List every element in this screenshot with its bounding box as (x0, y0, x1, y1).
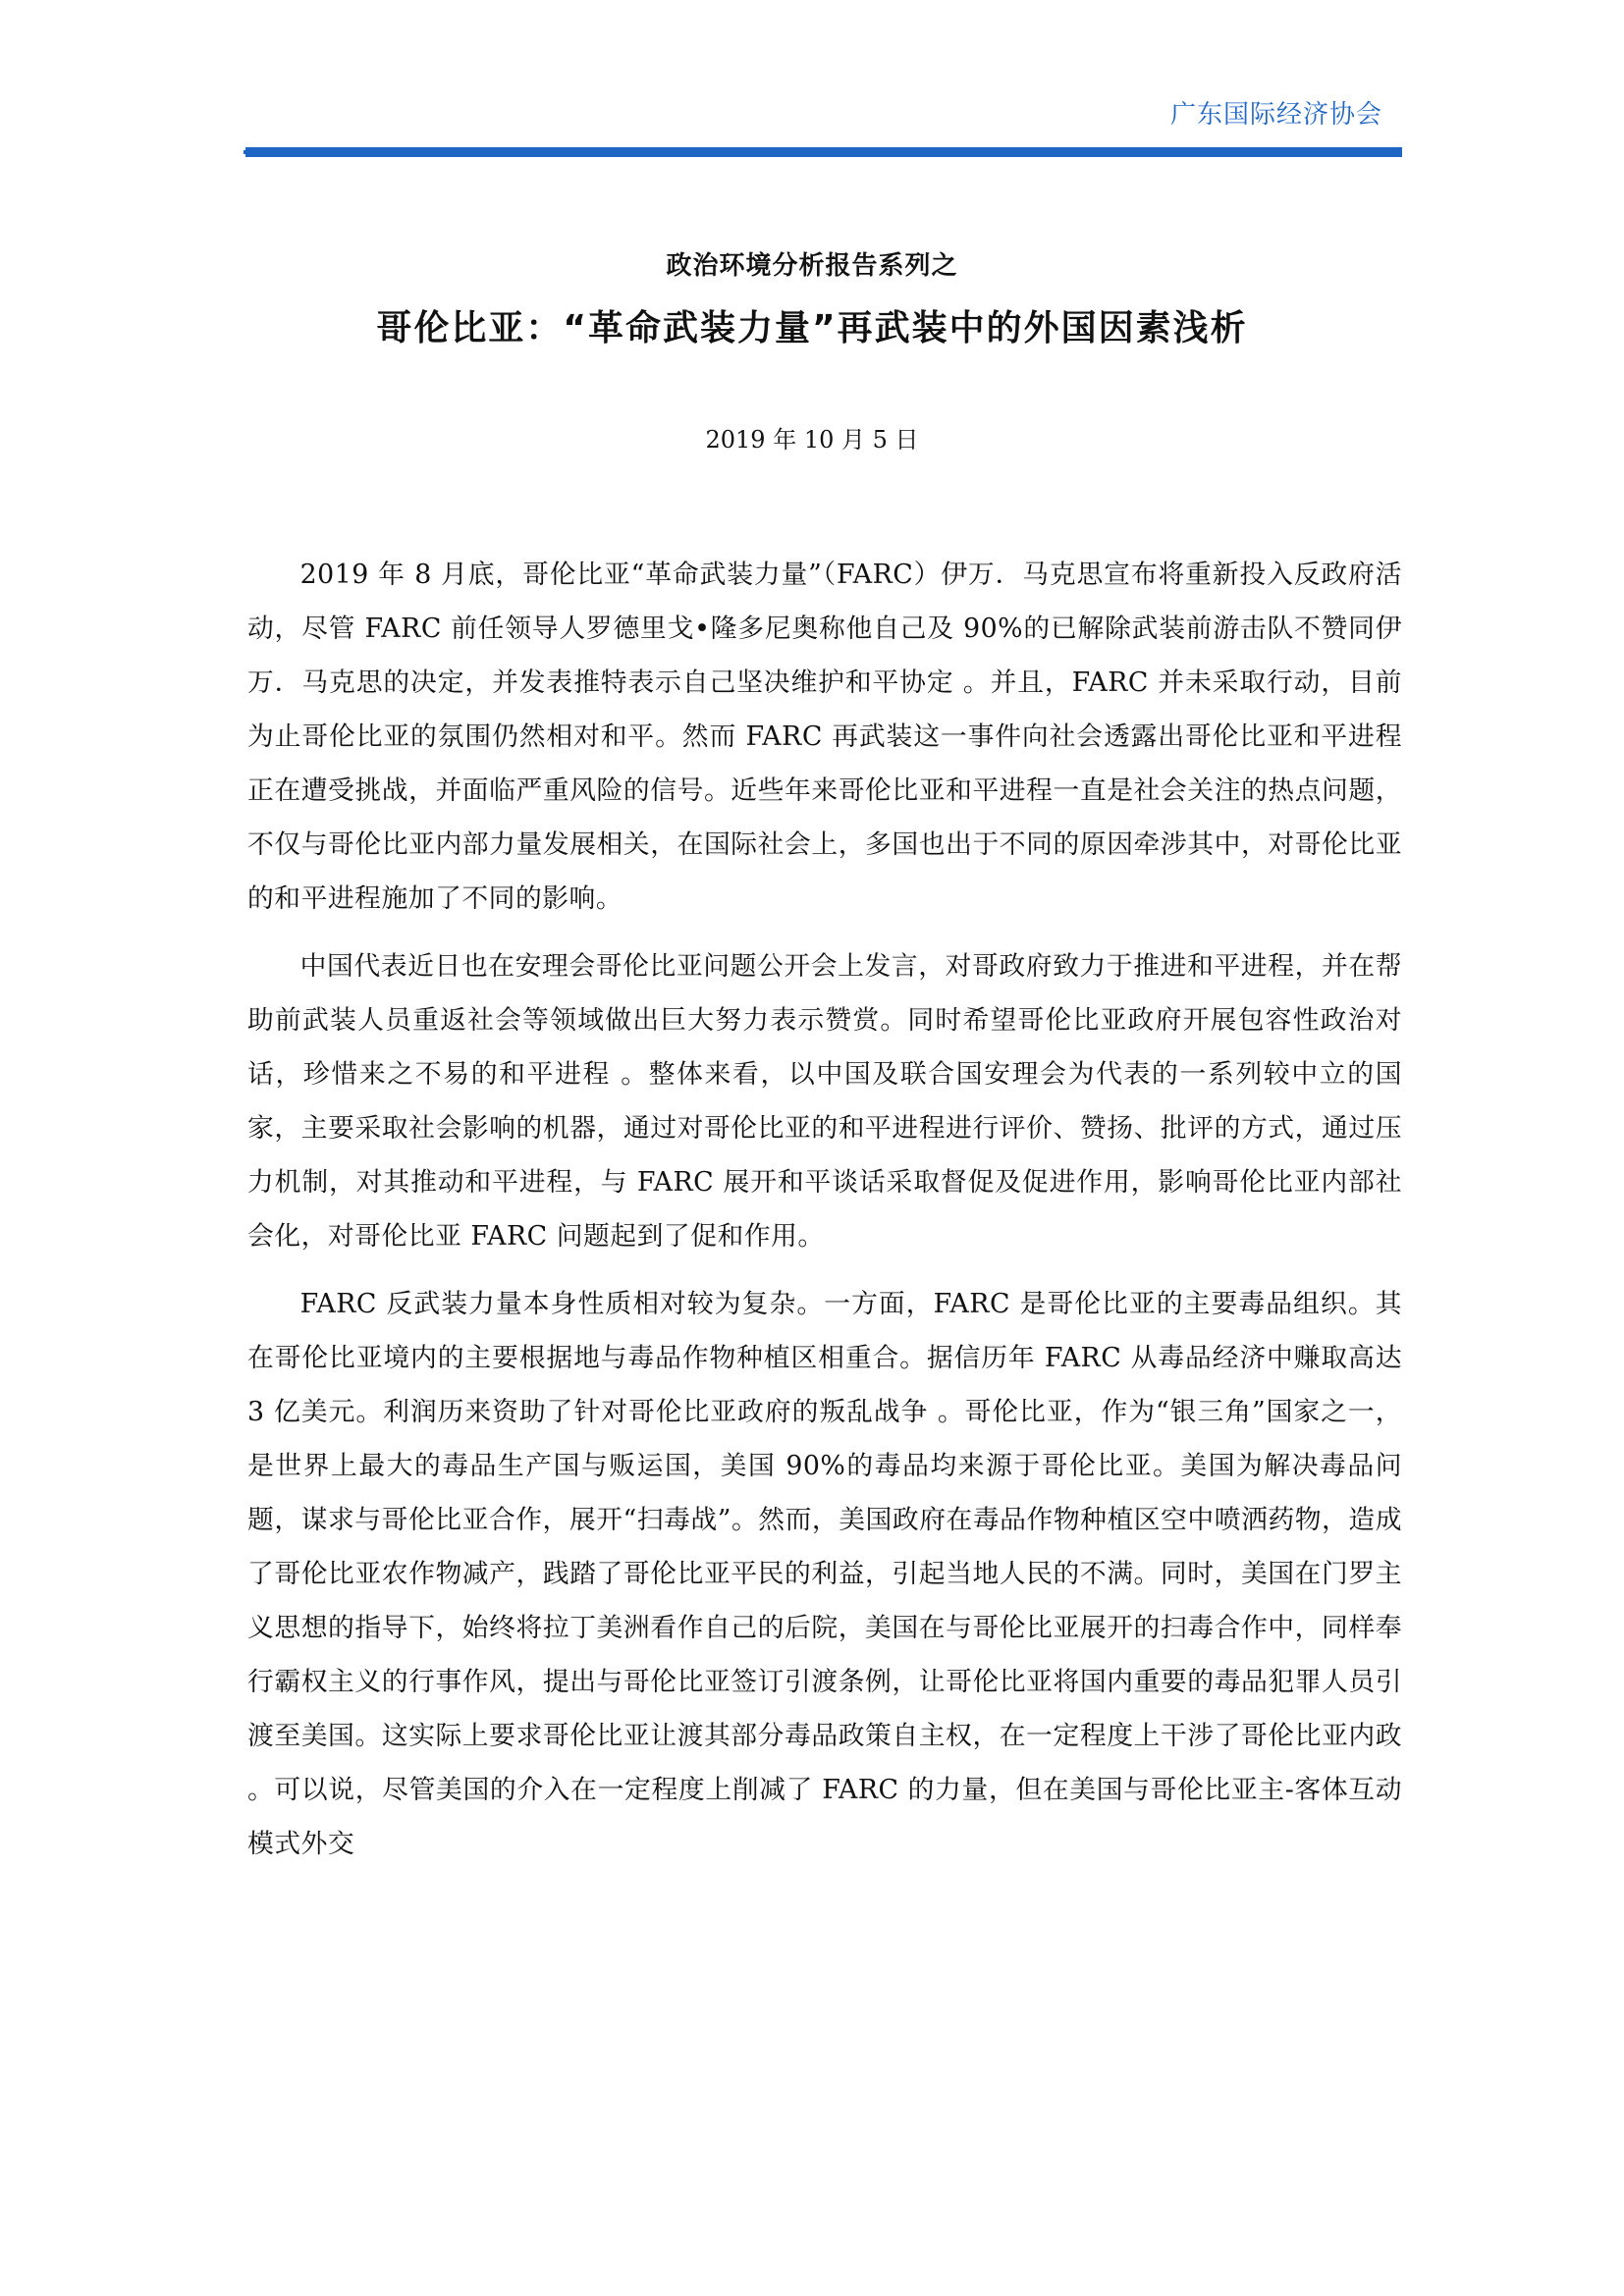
paragraph-3: FARC 反武装力量本身性质相对较为复杂。一方面，FARC 是哥伦比亚的主要毒品组织。其在哥伦比亚境内的主要根据地与毒品作物种植区相重合。据信历年 FARC 从毒品经济中赚取高达 3 亿美元。利润历来资助了针对哥伦比亚政府的叛乱战争 。哥伦比亚，作为“银三角”国家之一，是世界上最大的毒品生产国与贩运国，美国 90%的毒品均来源于哥伦比亚。美国为解决毒品问题，谋求与哥伦比亚合作，展开“扫毒战”。然而，美国政府在毒品作物种植区空中喷洒药物，造成了哥伦比亚农作物减产，践踏了哥伦比亚平民的利益，引起当地人民的不满。同时，美国在门罗主义思想的指导下，始终将拉丁美洲看作自己的后院，美国在与哥伦比亚展开的扫毒合作中，同样奉行霸权主义的行事作风，提出与哥伦比亚签订引渡条例，让哥伦比亚将国内重要的毒品犯罪人员引渡至美国。这实际上要求哥伦比亚让渡其部分毒品政策自主权，在一定程度上干涉了哥伦比亚内政 。可以说，尽管美国的介入在一定程度上削减了 FARC 的力量，但在美国与哥伦比亚主-客体互动模式外交 (247, 1289, 1402, 1859)
report-body (247, 548, 1402, 1871)
header-rule (245, 147, 1402, 157)
report-series: 政治环境分析报告系列之 (666, 251, 958, 281)
paragraph-2: 中国代表近日也在安理会哥伦比亚问题公开会上发言，对哥政府致力于推进和平进程，并在帮助前武装人员重返社会等领域做出巨大努力表示赞赏。同时希望哥伦比亚政府开展包容性政治对话，珍惜来之不易的和平进程 。整体来看，以中国及联合国安理会为代表的一系列较中立的国家，主要采取社会影响的机器，通过对哥伦比亚的和平进程进行评价、赞扬、批评的方式，通过压力机制，对其推动和平进程，与 FARC 展开和平谈话采取督促及促进作用，影响哥伦比亚内部社会化，对哥伦比亚 FARC 问题起到了促和作用。 (247, 951, 1402, 1252)
report-date: 2019 年 10 月 5 日 (705, 426, 919, 454)
paragraph-1: 2019 年 8 月底，哥伦比亚“革命武装力量”（FARC）伊万．马克思宣布将重新投入反政府活动，尽管 FARC 前任领导人罗德里戈•隆多尼奥称他自己及 90%的已解除武装前游击队不赞同伊万．马克思的决定，并发表推特表示自己坚决维护和平协定 。并且，FARC 并未采取行动，目前为止哥伦比亚的氛围仍然相对和平。然而 FARC 再武装这一事件向社会透露出哥伦比亚和平进程正在遭受挑战，并面临严重风险的信号。近些年来哥伦比亚和平进程一直是社会关注的热点问题，不仅与哥伦比亚内部力量发展相关，在国际社会上，多国也出于不同的原因牵涉其中，对哥伦比亚的和平进程施加了不同的影响。 (247, 560, 1402, 914)
organization-name: 广东国际经济协会 (1169, 100, 1382, 130)
report-title: 哥伦比亚：“革命武装力量”再武装中的外国因素浅析 (376, 308, 1248, 348)
